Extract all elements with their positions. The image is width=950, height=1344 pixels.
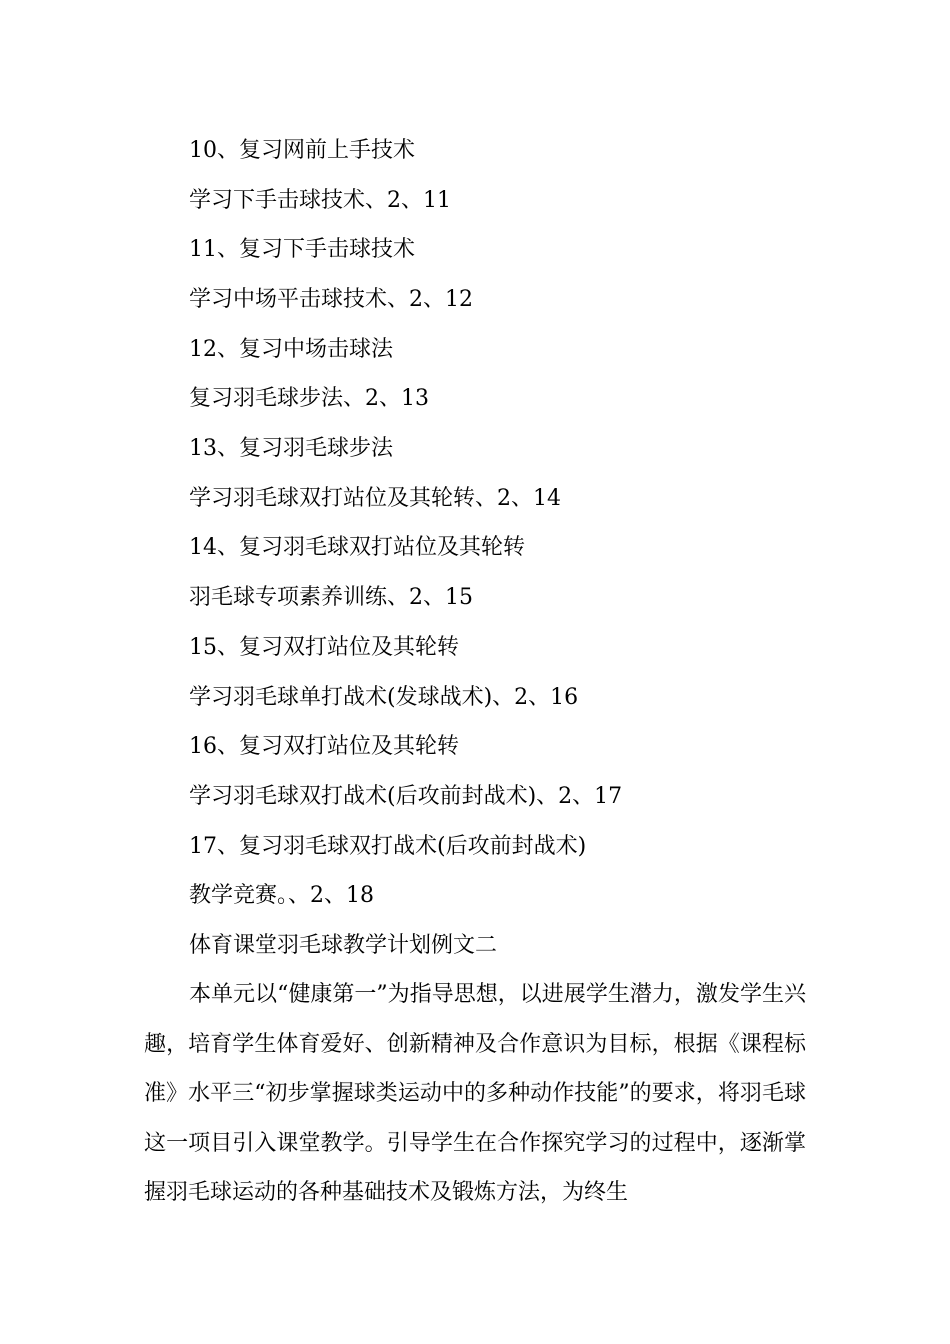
text-line: 学习中场平击球技术、2、12 bbox=[189, 287, 473, 312]
body-paragraph: 本单元以“健康第一”为指导思想，以进展学生潜力，激发学生兴趣，培育学生体育爱好、创新精神及合作意识为目标，根据《课程标准》水平三“初步掌握球类运动中的多种动作技能”的要求，将羽毛球这一项目引入课堂教学。引导学生在合作探究学习的过程中，逐渐掌握羽毛球运动的各种基础技术及锻炼方法，为终生 bbox=[144, 982, 806, 1206]
section-heading: 体育课堂羽毛球教学计划例文二 bbox=[189, 933, 498, 958]
text-line: 12、复习中场击球法 bbox=[189, 337, 393, 362]
text-line: 学习羽毛球双打战术(后攻前封战术)、2、17 bbox=[189, 784, 623, 809]
text-line: 学习下手击球技术、2、11 bbox=[189, 188, 451, 213]
text-line: 学习羽毛球双打站位及其轮转、2、14 bbox=[189, 486, 561, 511]
text-line: 16、复习双打站位及其轮转 bbox=[189, 734, 459, 759]
text-line: 羽毛球专项素养训练、2、15 bbox=[189, 585, 473, 610]
text-line: 17、复习羽毛球双打战术(后攻前封战术) bbox=[189, 834, 587, 859]
text-line: 13、复习羽毛球步法 bbox=[189, 436, 393, 461]
text-line: 学习羽毛球单打战术(发球战术)、2、16 bbox=[189, 685, 579, 710]
text-line: 11、复习下手击球技术 bbox=[189, 237, 415, 262]
text-line: 复习羽毛球步法、2、13 bbox=[189, 386, 429, 411]
text-line: 10、复习网前上手技术 bbox=[189, 138, 415, 163]
text-line: 15、复习双打站位及其轮转 bbox=[189, 635, 459, 660]
text-line: 教学竞赛。、2、18 bbox=[189, 883, 374, 908]
text-line: 14、复习羽毛球双打站位及其轮转 bbox=[189, 535, 525, 560]
